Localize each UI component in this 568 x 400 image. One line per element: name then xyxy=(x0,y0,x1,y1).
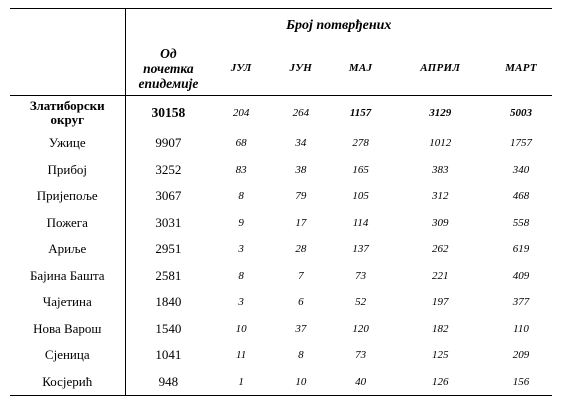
value-march: 110 xyxy=(513,322,529,335)
value-jun: 28 xyxy=(295,243,307,256)
region-jul: 204 xyxy=(211,96,271,131)
value-jun: 37 xyxy=(295,322,307,335)
value-jul: 10 xyxy=(235,322,247,335)
value-april: 221 xyxy=(431,269,449,282)
value-march: 409 xyxy=(512,269,530,282)
value-april: 262 xyxy=(431,243,449,256)
table-row xyxy=(10,183,552,210)
region-name xyxy=(10,96,125,131)
month-header-may: МАЈ xyxy=(348,62,373,74)
value-jul: 8 xyxy=(238,190,244,203)
value-march: 156 xyxy=(490,369,552,396)
table-row xyxy=(10,157,552,184)
value-jul: 9 xyxy=(238,216,244,229)
total-header-line-2: почетка xyxy=(143,60,194,76)
value-april: 197 xyxy=(431,296,449,309)
municipality-name: Сјеница xyxy=(10,342,125,369)
municipality-total: 1840 xyxy=(155,294,182,310)
municipality-total: 1540 xyxy=(155,320,182,336)
value-jun: 38 xyxy=(295,163,307,176)
confirmed-cases-table xyxy=(10,8,552,396)
table-row xyxy=(10,342,552,369)
value-jun: 79 xyxy=(295,190,307,203)
value-may: 165 xyxy=(352,163,369,176)
municipality-name: Нова Варош xyxy=(10,316,125,343)
municipality-name: Косјерић xyxy=(10,369,125,396)
value-march: 468 xyxy=(512,190,530,203)
value-april: 126 xyxy=(390,369,490,396)
table-row xyxy=(10,263,552,290)
group-header-row xyxy=(10,9,552,42)
table-row xyxy=(10,130,552,157)
municipality-name: Ужице xyxy=(10,130,125,157)
value-april: 182 xyxy=(431,322,449,335)
value-may: 40 xyxy=(331,369,391,396)
value-may: 120 xyxy=(352,322,369,335)
value-jul: 83 xyxy=(235,163,247,176)
municipality-total: 3252 xyxy=(155,161,182,177)
value-april: 1012 xyxy=(429,137,452,150)
month-header-april: АПРИЛ xyxy=(420,62,461,74)
municipality-name: Ариље xyxy=(10,236,125,263)
region-name-line-1: Златиборски xyxy=(29,98,105,113)
municipality-total: 1041 xyxy=(155,347,182,363)
value-march: 1757 xyxy=(509,137,532,150)
value-april: 125 xyxy=(431,349,449,362)
value-jul: 11 xyxy=(236,349,247,362)
value-jun: 10 xyxy=(271,369,331,396)
municipality-total: 2581 xyxy=(155,267,182,283)
region-april: 3129 xyxy=(390,96,490,131)
value-may: 52 xyxy=(355,296,367,309)
value-march: 558 xyxy=(512,216,530,229)
municipality-name: Бајина Башта xyxy=(10,263,125,290)
value-jun: 7 xyxy=(298,269,304,282)
corner-cell xyxy=(10,9,125,96)
region-march: 5003 xyxy=(490,96,552,131)
value-jul: 1 xyxy=(211,369,271,396)
table-row xyxy=(10,236,552,263)
value-jun: 17 xyxy=(295,216,307,229)
value-jul: 8 xyxy=(238,269,244,282)
value-march: 209 xyxy=(512,349,530,362)
value-jun: 34 xyxy=(295,137,307,150)
total-header-line-3: епидемије xyxy=(138,75,199,91)
municipality-name: Пожега xyxy=(10,210,125,237)
value-may: 137 xyxy=(352,243,369,256)
value-jul: 68 xyxy=(235,137,247,150)
month-header-jul: ЈУЛ xyxy=(230,62,252,74)
value-jun: 6 xyxy=(298,296,304,309)
region-name-line-2: округ xyxy=(50,112,84,127)
value-march: 377 xyxy=(512,296,530,309)
value-jul: 3 xyxy=(238,243,244,256)
region-total: 30158 xyxy=(125,96,211,131)
municipality-name: Прибој xyxy=(10,157,125,184)
value-march: 619 xyxy=(512,243,530,256)
value-jul: 3 xyxy=(238,296,244,309)
region-may: 1157 xyxy=(331,96,391,131)
value-march: 340 xyxy=(512,163,530,176)
municipality-total: 3067 xyxy=(155,188,182,204)
value-april: 309 xyxy=(431,216,449,229)
table-row xyxy=(10,316,552,343)
municipality-total: 2951 xyxy=(155,241,182,257)
value-may: 105 xyxy=(352,190,369,203)
month-header-jun: ЈУН xyxy=(289,62,313,74)
value-may: 73 xyxy=(355,269,367,282)
value-may: 73 xyxy=(355,349,367,362)
value-jun: 8 xyxy=(298,349,304,362)
total-column-header xyxy=(125,41,211,96)
value-may: 278 xyxy=(352,137,369,150)
municipality-total: 948 xyxy=(125,369,211,396)
value-april: 383 xyxy=(431,163,449,176)
region-row xyxy=(10,96,552,131)
table-row xyxy=(10,210,552,237)
table-row xyxy=(10,369,552,396)
total-header-line-1: Од xyxy=(160,45,177,61)
municipality-name: Чајетина xyxy=(10,289,125,316)
statistics-table-frame xyxy=(10,8,552,394)
municipality-total: 3031 xyxy=(155,214,182,230)
municipality-total: 9907 xyxy=(155,135,182,151)
month-header-march: МАРТ xyxy=(505,62,537,74)
region-jun: 264 xyxy=(271,96,331,131)
municipality-name: Пријепоље xyxy=(10,183,125,210)
value-april: 312 xyxy=(431,190,449,203)
table-row xyxy=(10,289,552,316)
value-may: 114 xyxy=(352,216,369,229)
group-title: Број потврђених xyxy=(286,18,392,33)
